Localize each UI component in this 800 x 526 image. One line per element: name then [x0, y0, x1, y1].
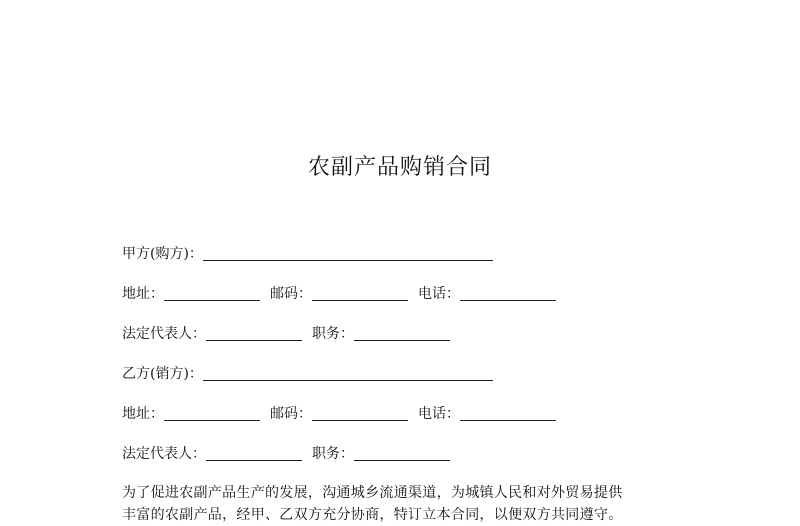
- party-a-address-blank[interactable]: [164, 285, 260, 301]
- party-b-position-blank[interactable]: [354, 445, 450, 461]
- party-b-name-row: [122, 364, 493, 384]
- party-a-contact-row: [122, 284, 556, 304]
- party-a-name-blank[interactable]: [203, 245, 493, 261]
- party-b-postcode-label: 邮码：: [270, 406, 312, 422]
- party-b-representative-row: [122, 444, 450, 464]
- party-b-legal-rep-blank[interactable]: [206, 445, 302, 461]
- party-b-legal-rep-label: 法定代表人：: [122, 446, 206, 462]
- party-b-contact-row: [122, 404, 556, 424]
- party-b-phone-blank[interactable]: [460, 405, 556, 421]
- intro-paragraph: [122, 482, 692, 526]
- party-b-position-label: 职务：: [312, 446, 354, 462]
- party-a-position-label: 职务：: [312, 326, 354, 342]
- party-b-phone-label: 电话：: [418, 406, 460, 422]
- party-a-position-blank[interactable]: [354, 325, 450, 341]
- party-b-name-label: 乙方(销方)：: [122, 366, 203, 382]
- party-a-legal-rep-blank[interactable]: [206, 325, 302, 341]
- party-b-postcode-blank[interactable]: [312, 405, 408, 421]
- party-a-name-row: [122, 244, 493, 264]
- party-a-name-label: 甲方(购方)：: [122, 246, 203, 262]
- document-title: 农副产品购销合同: [307, 155, 492, 180]
- party-a-phone-blank[interactable]: [460, 285, 556, 301]
- party-b-name-blank[interactable]: [203, 365, 493, 381]
- party-a-address-label: 地址：: [122, 286, 164, 302]
- party-a-phone-label: 电话：: [418, 286, 460, 302]
- intro-line: 丰富的农副产品，经甲、乙双方充分协商，特订立本合同，以便双方共同遵守。: [122, 507, 623, 523]
- party-a-legal-rep-label: 法定代表人：: [122, 326, 206, 342]
- party-a-postcode-label: 邮码：: [270, 286, 312, 302]
- party-a-representative-row: [122, 324, 450, 344]
- party-b-address-label: 地址：: [122, 406, 164, 422]
- intro-line: 为了促进农副产品生产的发展，沟通城乡流通渠道，为城镇人民和对外贸易提供: [122, 485, 623, 501]
- party-b-address-blank[interactable]: [164, 405, 260, 421]
- party-a-postcode-blank[interactable]: [312, 285, 408, 301]
